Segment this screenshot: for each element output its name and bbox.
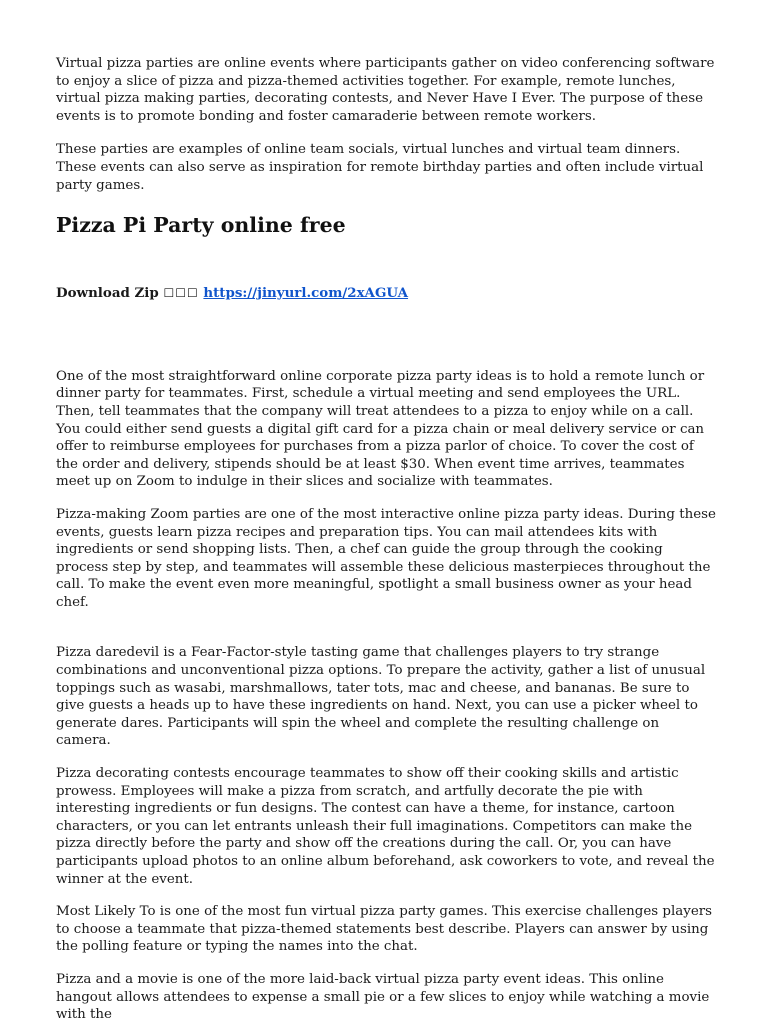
document-page <box>56 55 718 1024</box>
download-line <box>56 285 718 303</box>
page-heading: Pizza Pi Party online free <box>56 213 346 238</box>
body-paragraph-5: Most Likely To is one of the most fun virtual pizza party games. This exercise challenges players to choose a teammate that pizza-themed statements best describe. Players can answer by using the polling feature or typing the names into the chat. <box>56 904 713 955</box>
body-paragraph-6: Pizza and a movie is one of the more laid-back virtual pizza party event ideas. This online hangout allows attendees to expense a small pie or a few slices to enjoy while watching a movie with the <box>56 971 710 1023</box>
intro-paragraph-1: Virtual pizza parties are online events where participants gather on video conferencing software to enjoy a slice of pizza and pizza-themed activities together. For example, remote lunches, virtual pizza making parties, decorating contests, and Never Have I Ever. The purpose of these events is to promote bonding and foster camaraderie between remote workers. <box>56 56 715 124</box>
body-paragraph-2: Pizza-making Zoom parties are one of the most interactive online pizza party ideas. During these events, guests learn pizza recipes and preparation tips. You can mail attendees kits with ingredients or send shopping lists. Then, a chef can guide the group through the cooking process step by step, and teammates will assemble these delicious masterpieces throughout the call. To make the event even more meaningful, spotlight a small business owner as your head chef. <box>56 506 716 610</box>
intro-paragraph-2: These parties are examples of online team socials, virtual lunches and virtual team dinners. These events can also serve as inspiration for remote birthday parties and often include virtual party games. <box>56 142 704 193</box>
body-paragraph-4: Pizza decorating contests encourage teammates to show off their cooking skills and artistic prowess. Employees will make a pizza from scratch, and artfully decorate the pie with interesting ingredients or fun designs. The contest can have a theme, for instance, cartoon characters, or you can let entrants unleash their full imaginations. Competitors can make the pizza directly before the party and show off the creations during the call. Or, you can have participants upload photos to an online album beforehand, ask coworkers to vote, and reveal the winner at the event. <box>56 766 715 887</box>
download-label: Download Zip <box>56 285 159 302</box>
body-paragraph-1: One of the most straightforward online corporate pizza party ideas is to hold a remote lunch or dinner party for teammates. First, schedule a virtual meeting and send employees the URL. Then, tell teammates that the company will treat attendees to a pizza to enjoy while on a call. You could either send guests a digital gift card for a pizza chain or meal delivery service or can offer to reimburse employees for purchases from a pizza parlor of choice. To cover the cost of the order and delivery, stipends should be at least $30. When event time arrives, teammates meet up on Zoom to indulge in their slices and socialize with teammates. <box>56 368 705 490</box>
body-paragraph-3: Pizza daredevil is a Fear-Factor-style tasting game that challenges players to try strange combinations and unconventional pizza options. To prepare the activity, gather a list of unusual toppings such as wasabi, marshmallows, tater tots, mac and cheese, and bananas. Be sure to give guests a heads up to have these ingredients on hand. Next, you can use a picker wheel to generate dares. Participants will spin the wheel and complete the resulting challenge on camera. <box>56 645 706 749</box>
download-link[interactable]: https://jinyurl.com/2xAGUA <box>203 285 409 302</box>
arrow-glyphs-icon: ☐☐☐ <box>163 286 199 301</box>
